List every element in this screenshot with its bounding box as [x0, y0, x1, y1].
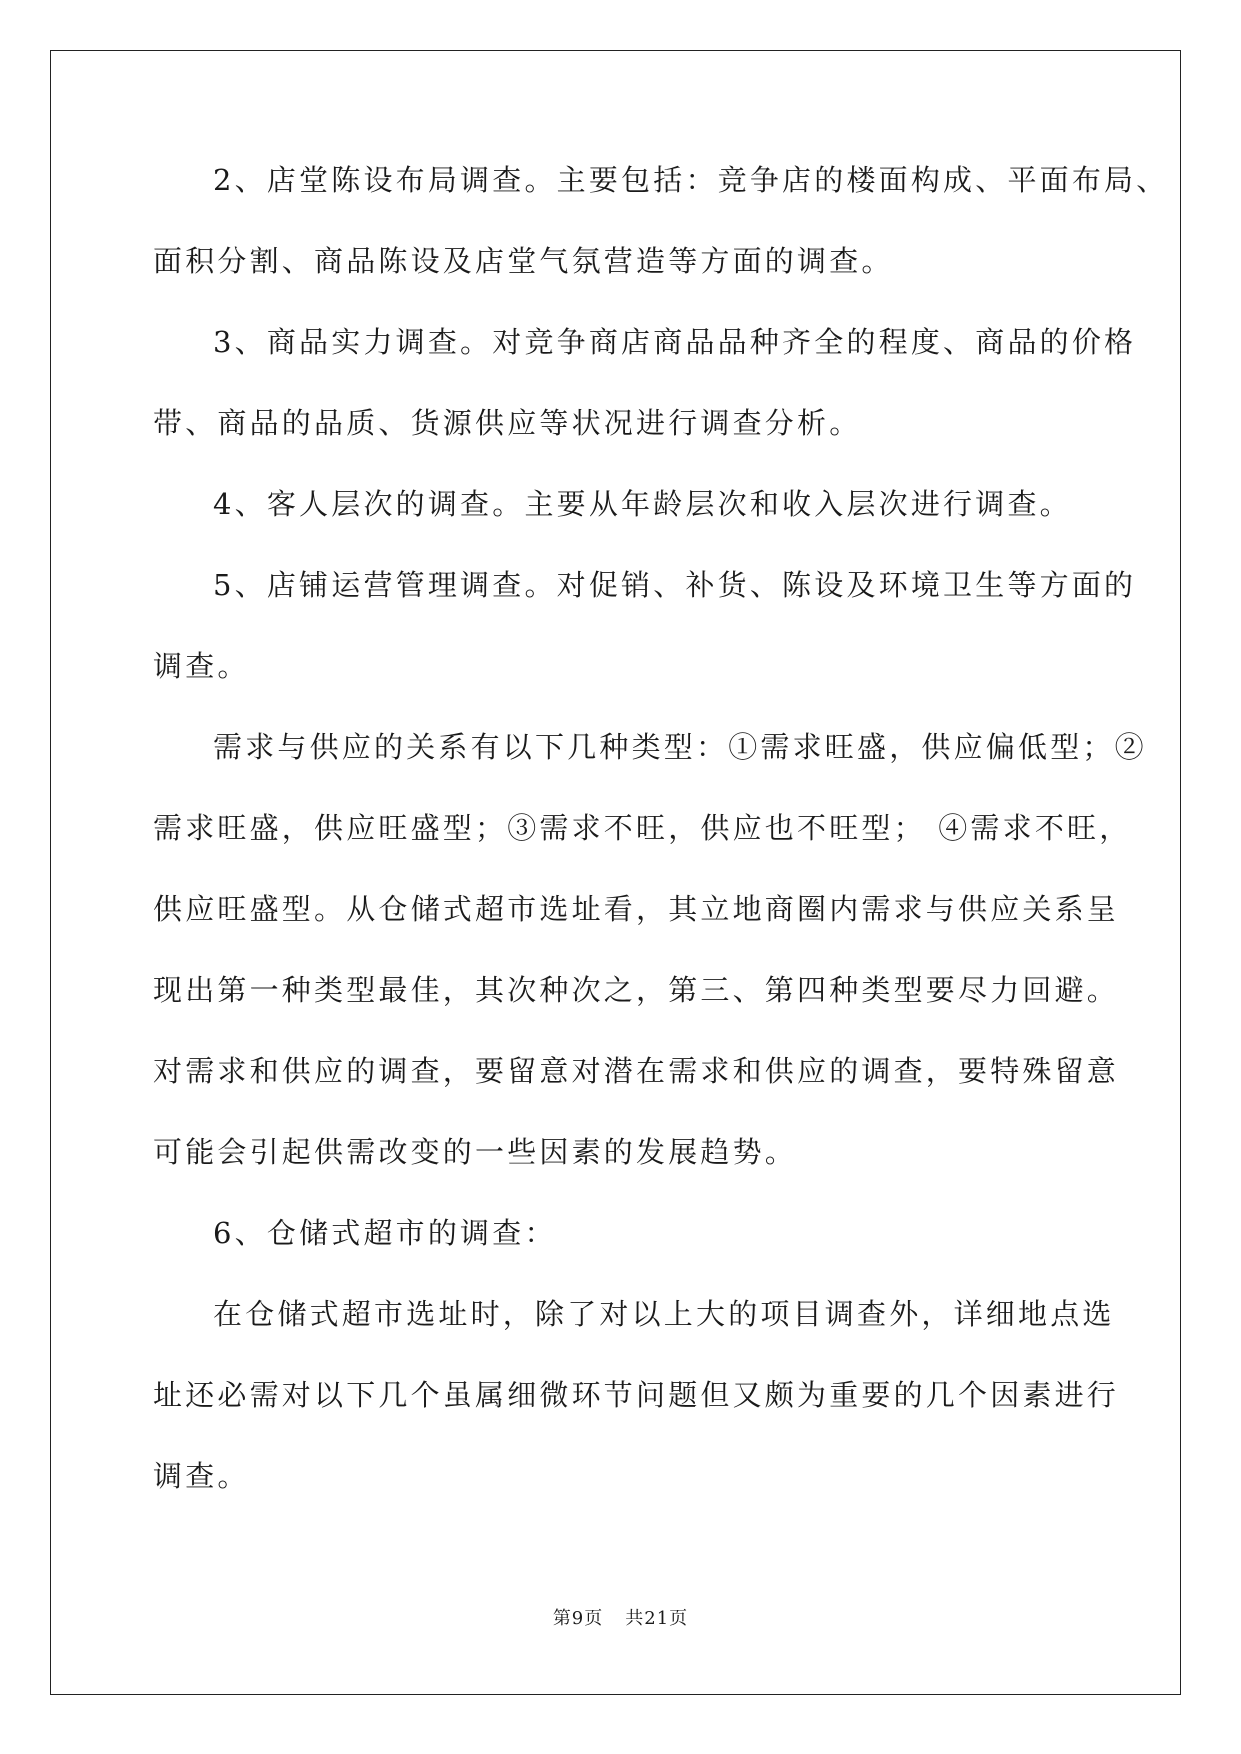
text-line: 带、商品的品质、货源供应等状况进行调查分析。	[153, 406, 862, 440]
document-body	[153, 163, 1169, 1542]
text-line: 5、店铺运营管理调查。对促销、补货、陈设及环境卫生等方面的	[213, 568, 1137, 602]
page-footer	[0, 1604, 1241, 1630]
text-line: 需求旺盛，供应旺盛型；③需求不旺，供应也不旺型； ④需求不旺，	[153, 811, 1132, 845]
text-line: 2、店堂陈设布局调查。主要包括：竞争店的楼面构成、平面布局、	[213, 163, 1169, 197]
text-line: 址还必需对以下几个虽属细微环节问题但又颇为重要的几个因素进行	[153, 1378, 1120, 1412]
text-line: 调查。	[153, 1459, 250, 1493]
text-line: 在仓储式超市选址时，除了对以上大的项目调查外，详细地点选	[213, 1297, 1115, 1331]
text-line: 调查。	[153, 649, 250, 683]
text-line: 供应旺盛型。从仓储式超市选址看，其立地商圈内需求与供应关系呈	[153, 892, 1120, 926]
text-line: 面积分割、商品陈设及店堂气氛营造等方面的调查。	[153, 244, 894, 278]
text-line: 3、商品实力调查。对竞争商店商品品种齐全的程度、商品的价格	[213, 325, 1137, 359]
text-line: 对需求和供应的调查，要留意对潜在需求和供应的调查，要特殊留意	[153, 1054, 1120, 1088]
text-line: 现出第一种类型最佳，其次种次之，第三、第四种类型要尽力回避。	[153, 973, 1120, 1007]
page-number: 第9页	[552, 1608, 604, 1629]
text-line: 6、仓储式超市的调查：	[213, 1216, 557, 1250]
text-line: 可能会引起供需改变的一些因素的发展趋势。	[153, 1135, 798, 1169]
page-total: 共21页	[625, 1608, 689, 1629]
text-line: 4、客人层次的调查。主要从年龄层次和收入层次进行调查。	[213, 487, 1072, 521]
text-line: 需求与供应的关系有以下几种类型：①需求旺盛，供应偏低型；②	[213, 730, 1147, 764]
